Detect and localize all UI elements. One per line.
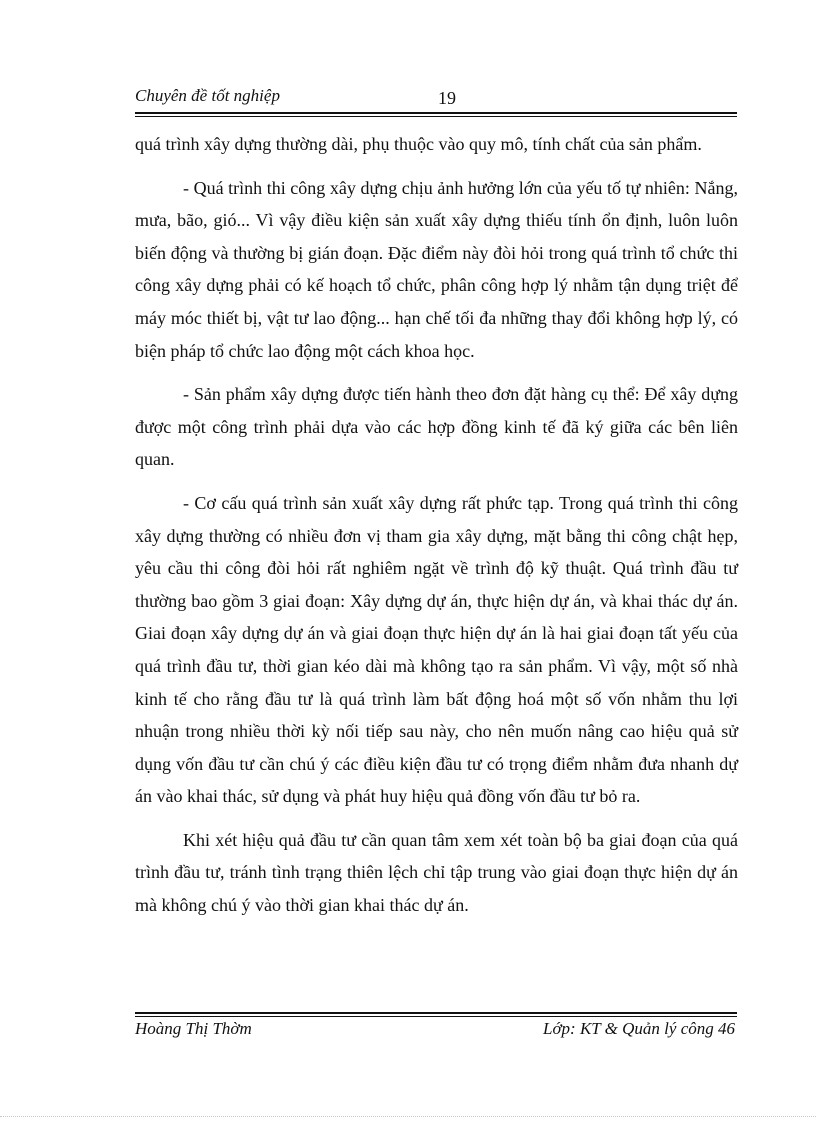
paragraph-natural-factors: - Quá trình thi công xây dựng chịu ảnh hưởng lớn của yếu tố tự nhiên: Nắng, mưa, bão, gió... Vì vậy điều kiện sản xuất xây dựng thiếu tính ổn định, luôn luôn biến động và thường bị gián đoạn. Đặc điểm này đòi hỏi trong quá trình tổ chức thi công xây dựng phải có kế hoạch tổ chức, phân công hợp lý nhằm tận dụng triệt để máy móc thiết bị, vật tư lao động... hạn chế tối đa những thay đổi không hợp lý, có biện pháp tổ chức lao động một cách khoa học. (135, 177, 738, 361)
paragraph-order-based-product: - Sản phẩm xây dựng được tiến hành theo đơn đặt hàng cụ thể: Để xây dựng được một công trình phải dựa vào các hợp đồng kinh tế đã ký giữa các bên liên quan. (135, 384, 738, 470)
document-body (135, 128, 738, 933)
page-edge-divider (0, 1116, 816, 1117)
page-header (135, 86, 737, 110)
paragraph-investment-efficiency: Khi xét hiệu quả đầu tư cần quan tâm xem xét toàn bộ ba giai đoạn của quá trình đầu tư, tránh tình trạng thiên lệch chỉ tập trung vào giai đoạn thực hiện dự án mà không chú ý vào thời gian khai thác dự án. (135, 829, 738, 916)
header-title: Chuyên đề tốt nghiệp (135, 86, 280, 105)
paragraph-continuation: quá trình xây dựng thường dài, phụ thuộc vào quy mô, tính chất của sản phẩm. (135, 134, 702, 154)
paragraph-production-structure: - Cơ cấu quá trình sản xuất xây dựng rất phức tạp. Trong quá trình thi công xây dựng thường có nhiều đơn vị tham gia xây dựng, mặt bằng thi công chật hẹp, yêu cầu thi công đòi hỏi rất nghiêm ngặt về trình độ kỹ thuật. Quá trình đầu tư thường bao gồm 3 giai đoạn: Xây dựng dự án, thực hiện dự án, và khai thác dự án. Giai đoạn xây dựng dự án và giai đoạn thực hiện dự án là hai giai đoạn tất yếu của quá trình đầu tư, thời gian kéo dài mà không tạo ra sản phẩm. Vì vậy, một số nhà kinh tế cho rằng đầu tư là quá trình làm bất động hoá một số vốn nhằm thu lợi nhuận trong nhiều thời kỳ nối tiếp sau này, cho nên muốn nâng cao hiệu quả sử dụng vốn đầu tư cần chú ý các điều kiện đầu tư có trọng điểm nhằm đưa nhanh dự án vào khai thác, sử dụng và phát huy hiệu quả đồng vốn đầu tư bỏ ra. (135, 492, 738, 807)
footer-author: Hoàng Thị Thờm (135, 1019, 252, 1038)
footer-class: Lớp: KT & Quản lý công 46 (543, 1019, 735, 1038)
header-divider (135, 112, 737, 117)
footer-divider (135, 1012, 737, 1017)
page-number: 19 (438, 88, 456, 108)
page-footer (135, 1019, 737, 1043)
